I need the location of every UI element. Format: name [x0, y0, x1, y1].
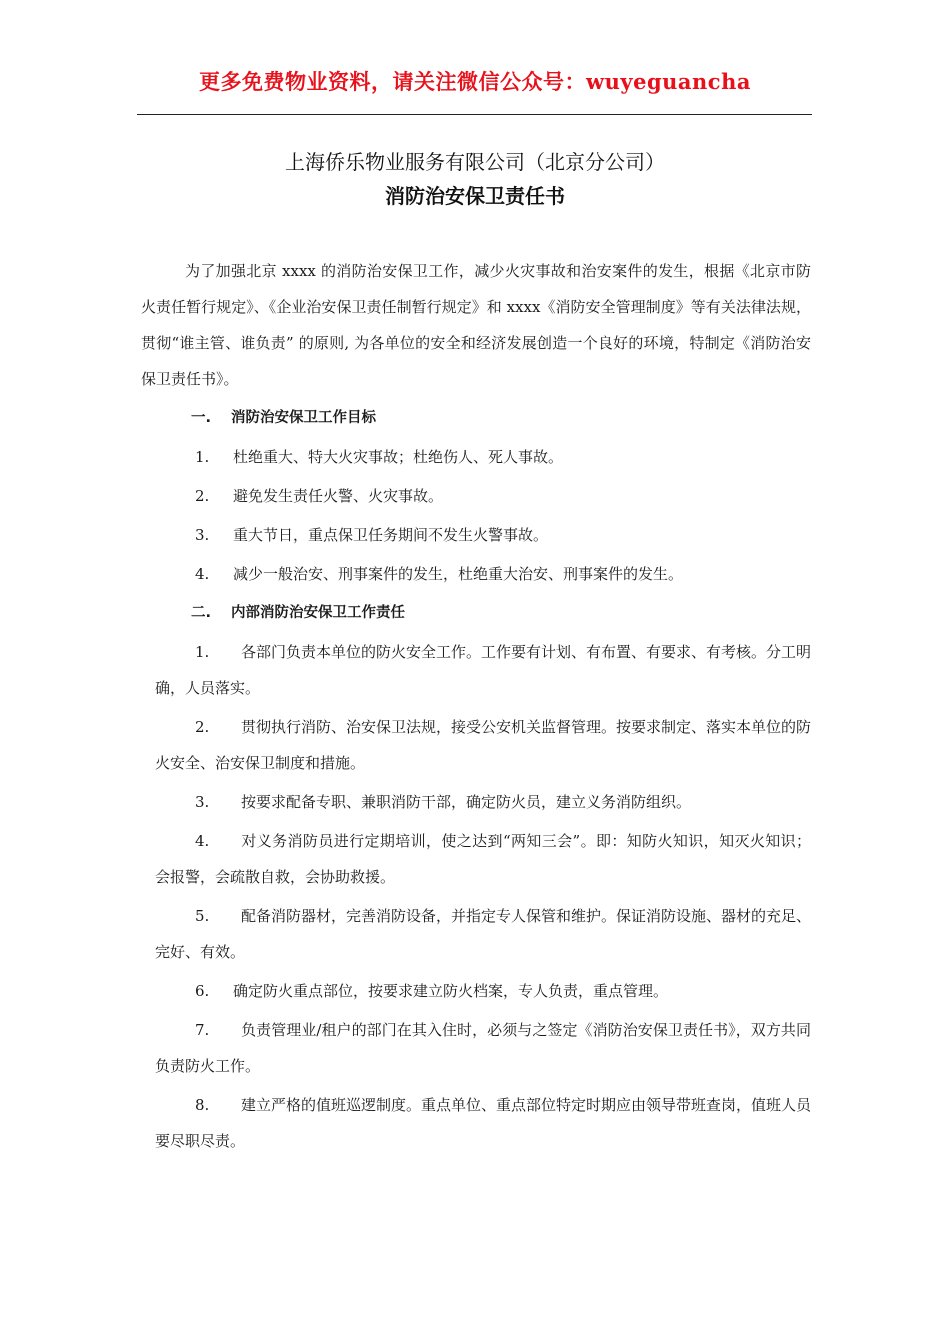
- section-number: 一.: [191, 410, 212, 426]
- item-number: 2.: [195, 487, 210, 505]
- item-number: 2.: [195, 718, 210, 736]
- item-text: 负责管理业/租户的部门在其入住时，必须与之签定《消防治安保卫责任书》，双方共同负责防火工作。: [155, 1021, 811, 1075]
- item-text: 重大节日，重点保卫任务期间不发生火警事故。: [233, 526, 549, 544]
- list-item: [141, 1087, 811, 1159]
- banner: 更多免费物业资料，请关注微信公众号：wuyeguancha: [199, 69, 751, 94]
- item-number: 3.: [195, 526, 210, 544]
- company-name: 上海侨乐物业服务有限公司（北京分公司）: [285, 150, 665, 174]
- item-number: 1.: [195, 448, 210, 466]
- item-number: 7.: [195, 1021, 210, 1039]
- document-title: 消防治安保卫责任书: [385, 184, 565, 208]
- item-number: 1.: [195, 643, 210, 661]
- item-text: 配备消防器材，完善消防设备，并指定专人保管和维护。保证消防设施、器材的充足、完好、有效。: [155, 907, 812, 961]
- item-text: 确定防火重点部位，按要求建立防火档案，专人负责，重点管理。: [233, 982, 669, 1000]
- list-item: [141, 823, 811, 895]
- item-text: 各部门负责本单位的防火安全工作。工作要有计划、有布置、有要求、有考核。分工明确，人员落实。: [155, 643, 812, 697]
- intro-paragraph: 为了加强北京 xxxx 的消防治安保卫工作，减少火灾事故和治安案件的发生，根据《北京市防火责任暂行规定》、《企业治安保卫责任制暂行规定》和 xxxx《消防安全管理制度》等有关法律法规，贯彻“谁主管、谁负责” 的原则, 为各单位的安全和经济发展创造一个良好的环境，特制定《消防治安保卫责任书》。: [141, 262, 811, 388]
- item-number: 3.: [195, 793, 210, 811]
- item-number: 4.: [195, 832, 210, 850]
- list-item: [141, 634, 811, 706]
- section-heading-goals: [141, 400, 811, 436]
- list-item: [141, 556, 811, 592]
- list-item: [141, 898, 811, 970]
- list-item: [141, 439, 811, 475]
- item-number: 6.: [195, 982, 210, 1000]
- section-title: 消防治安保卫工作目标: [231, 410, 376, 426]
- section-heading-responsibilities: [141, 595, 811, 631]
- item-number: 4.: [195, 565, 210, 583]
- item-text: 贯彻执行消防、治安保卫法规，接受公安机关监督管理。按要求制定、落实本单位的防火安全、治安保卫制度和措施。: [155, 718, 812, 772]
- item-text: 减少一般治安、刑事案件的发生，杜绝重大治安、刑事案件的发生。: [233, 565, 684, 583]
- document-body: [141, 253, 811, 1162]
- item-text: 按要求配备专职、兼职消防干部，确定防火员，建立义务消防组织。: [241, 793, 692, 811]
- list-item: [141, 709, 811, 781]
- section-title: 内部消防治安保卫工作责任: [231, 605, 405, 621]
- section-number: 二.: [191, 605, 212, 621]
- item-text: 避免发生责任火警、火灾事故。: [233, 487, 444, 505]
- list-item: [141, 973, 811, 1009]
- item-number: 5.: [195, 907, 210, 925]
- header-rule: [137, 114, 812, 115]
- item-text: 建立严格的值班巡逻制度。重点单位、重点部位特定时期应由领导带班查岗，值班人员要尽职尽责。: [155, 1096, 812, 1150]
- list-item: [141, 478, 811, 514]
- list-item: [141, 1012, 811, 1084]
- item-text: 杜绝重大、特大火灾事故；杜绝伤人、死人事故。: [233, 448, 564, 466]
- item-text: 对义务消防员进行定期培训，使之达到“两知三会”。即：知防火知识，知灭火知识；会报警，会疏散自救，会协助救援。: [155, 832, 811, 886]
- item-number: 8.: [195, 1096, 210, 1114]
- list-item: [141, 784, 811, 820]
- list-item: [141, 517, 811, 553]
